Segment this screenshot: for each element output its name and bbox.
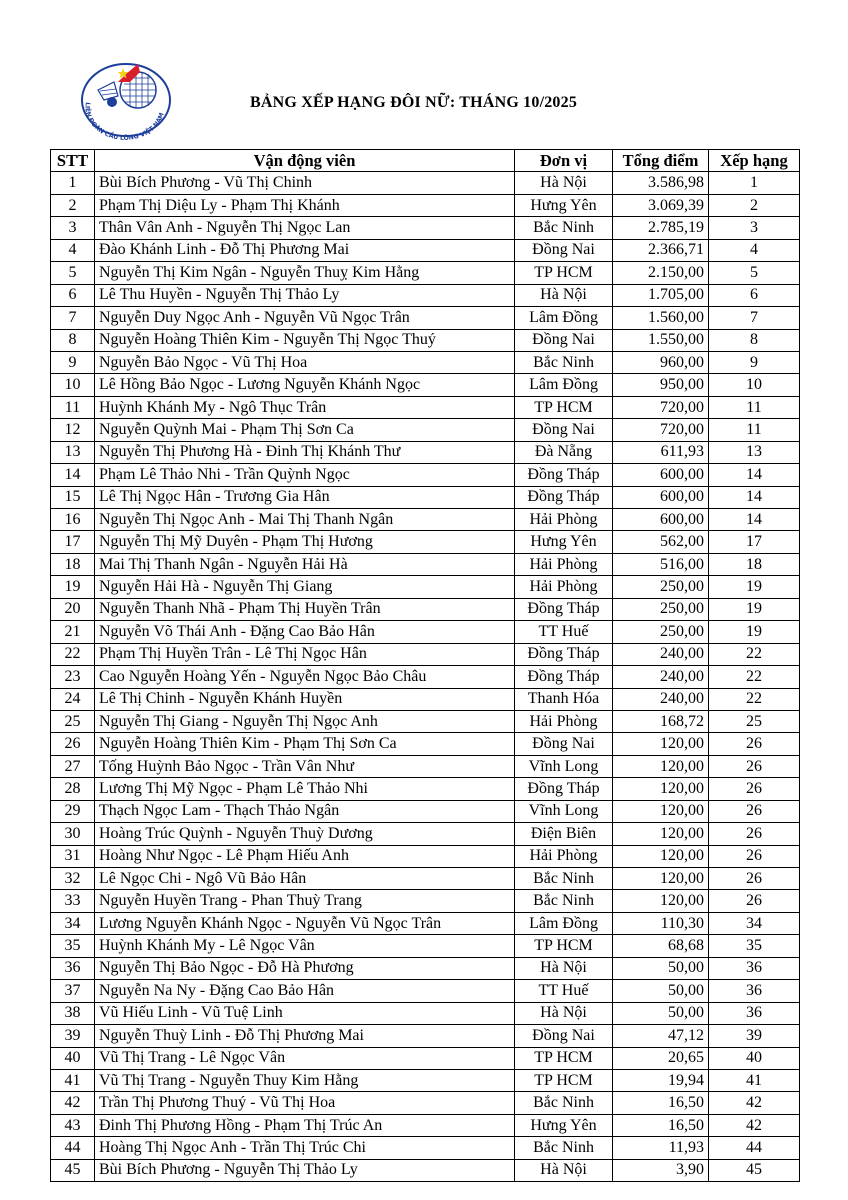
table-header-row: [51, 150, 800, 172]
cell-stt: 4: [51, 239, 95, 261]
cell-rank: 26: [709, 800, 800, 822]
cell-score: 11,93: [613, 1137, 709, 1159]
cell-score: 120,00: [613, 868, 709, 890]
cell-stt: 15: [51, 486, 95, 508]
cell-unit: Lâm Đồng: [515, 374, 613, 396]
cell-rank: 41: [709, 1069, 800, 1091]
cell-stt: 45: [51, 1159, 95, 1181]
cell-unit: Thanh Hóa: [515, 688, 613, 710]
cell-stt: 36: [51, 957, 95, 979]
cell-score: 240,00: [613, 643, 709, 665]
cell-name: Lê Thị Ngọc Hân - Trương Gia Hân: [95, 486, 515, 508]
cell-stt: 42: [51, 1092, 95, 1114]
table-row: [51, 800, 800, 822]
cell-name: Đinh Thị Phương Hồng - Phạm Thị Trúc An: [95, 1114, 515, 1136]
table-row: [51, 194, 800, 216]
cell-stt: 27: [51, 755, 95, 777]
cell-stt: 41: [51, 1069, 95, 1091]
cell-rank: 6: [709, 284, 800, 306]
table-row: [51, 957, 800, 979]
cell-unit: Đà Nẵng: [515, 441, 613, 463]
cell-rank: 42: [709, 1114, 800, 1136]
cell-score: 600,00: [613, 509, 709, 531]
cell-name: Phạm Lê Thảo Nhi - Trần Quỳnh Ngọc: [95, 464, 515, 486]
cell-name: Nguyễn Hải Hà - Nguyễn Thị Giang: [95, 576, 515, 598]
cell-name: Nguyễn Huyền Trang - Phan Thuỳ Trang: [95, 890, 515, 912]
cell-unit: TP HCM: [515, 1069, 613, 1091]
cell-stt: 11: [51, 396, 95, 418]
cell-name: Nguyễn Võ Thái Anh - Đặng Cao Bảo Hân: [95, 621, 515, 643]
cell-score: 120,00: [613, 845, 709, 867]
table-row: [51, 509, 800, 531]
table-row: [51, 419, 800, 441]
cell-name: Đào Khánh Linh - Đỗ Thị Phương Mai: [95, 239, 515, 261]
cell-name: Cao Nguyễn Hoàng Yến - Nguyễn Ngọc Bảo Châu: [95, 666, 515, 688]
cell-stt: 13: [51, 441, 95, 463]
cell-score: 950,00: [613, 374, 709, 396]
cell-score: 3.586,98: [613, 172, 709, 194]
cell-name: Vũ Hiếu Linh - Vũ Tuệ Linh: [95, 1002, 515, 1024]
cell-rank: 4: [709, 239, 800, 261]
cell-score: 1.560,00: [613, 307, 709, 329]
header-unit: Đơn vị: [515, 150, 613, 172]
cell-stt: 10: [51, 374, 95, 396]
cell-unit: Đồng Tháp: [515, 486, 613, 508]
cell-name: Huỳnh Khánh My - Lê Ngọc Vân: [95, 935, 515, 957]
cell-rank: 18: [709, 553, 800, 575]
cell-score: 1.705,00: [613, 284, 709, 306]
cell-unit: Hà Nội: [515, 172, 613, 194]
ranking-table: [50, 149, 800, 1182]
cell-unit: TP HCM: [515, 262, 613, 284]
cell-score: 16,50: [613, 1114, 709, 1136]
table-row: [51, 217, 800, 239]
table-row: [51, 980, 800, 1002]
cell-rank: 13: [709, 441, 800, 463]
header-total-score: Tổng điểm: [613, 150, 709, 172]
cell-rank: 26: [709, 733, 800, 755]
cell-score: 3.069,39: [613, 194, 709, 216]
cell-stt: 29: [51, 800, 95, 822]
table-row: [51, 262, 800, 284]
cell-name: Nguyễn Hoàng Thiên Kim - Nguyễn Thị Ngọc Thuý: [95, 329, 515, 351]
cell-score: 250,00: [613, 621, 709, 643]
table-row: [51, 441, 800, 463]
cell-stt: 44: [51, 1137, 95, 1159]
cell-name: Vũ Thị Trang - Nguyễn Thuy Kim Hằng: [95, 1069, 515, 1091]
cell-rank: 11: [709, 419, 800, 441]
cell-score: 19,94: [613, 1069, 709, 1091]
cell-stt: 18: [51, 553, 95, 575]
table-row: [51, 778, 800, 800]
cell-stt: 6: [51, 284, 95, 306]
cell-unit: Bắc Ninh: [515, 1092, 613, 1114]
table-row: [51, 643, 800, 665]
table-row: [51, 307, 800, 329]
cell-score: 600,00: [613, 486, 709, 508]
cell-name: Lê Ngọc Chi - Ngô Vũ Bảo Hân: [95, 868, 515, 890]
cell-stt: 38: [51, 1002, 95, 1024]
cell-name: Huỳnh Khánh My - Ngô Thục Trân: [95, 396, 515, 418]
cell-rank: 9: [709, 351, 800, 373]
cell-rank: 26: [709, 890, 800, 912]
cell-stt: 3: [51, 217, 95, 239]
cell-unit: Bắc Ninh: [515, 890, 613, 912]
cell-unit: Đồng Tháp: [515, 666, 613, 688]
cell-rank: 14: [709, 464, 800, 486]
cell-rank: 44: [709, 1137, 800, 1159]
table-body: [51, 172, 800, 1182]
cell-rank: 19: [709, 576, 800, 598]
cell-stt: 30: [51, 823, 95, 845]
table-row: [51, 935, 800, 957]
table-row: [51, 845, 800, 867]
cell-rank: 35: [709, 935, 800, 957]
cell-rank: 36: [709, 1002, 800, 1024]
cell-unit: TP HCM: [515, 1047, 613, 1069]
table-row: [51, 755, 800, 777]
table-row: [51, 868, 800, 890]
cell-score: 2.785,19: [613, 217, 709, 239]
cell-stt: 5: [51, 262, 95, 284]
cell-unit: Lâm Đồng: [515, 912, 613, 934]
cell-rank: 19: [709, 598, 800, 620]
cell-score: 240,00: [613, 666, 709, 688]
cell-name: Tống Huỳnh Bảo Ngọc - Trần Vân Như: [95, 755, 515, 777]
cell-unit: Hà Nội: [515, 1002, 613, 1024]
header-stt: STT: [51, 150, 95, 172]
cell-stt: 14: [51, 464, 95, 486]
cell-unit: Đồng Tháp: [515, 778, 613, 800]
cell-score: 720,00: [613, 419, 709, 441]
cell-rank: 7: [709, 307, 800, 329]
cell-name: Nguyễn Quỳnh Mai - Phạm Thị Sơn Ca: [95, 419, 515, 441]
cell-unit: Hà Nội: [515, 284, 613, 306]
cell-score: 562,00: [613, 531, 709, 553]
cell-score: 720,00: [613, 396, 709, 418]
cell-rank: 36: [709, 980, 800, 1002]
cell-unit: Vĩnh Long: [515, 800, 613, 822]
cell-stt: 16: [51, 509, 95, 531]
cell-rank: 11: [709, 396, 800, 418]
cell-score: 250,00: [613, 598, 709, 620]
cell-name: Thạch Ngọc Lam - Thạch Thảo Ngân: [95, 800, 515, 822]
page-title: BẢNG XẾP HẠNG ĐÔI NỮ: THÁNG 10/2025: [250, 94, 578, 111]
cell-unit: TP HCM: [515, 396, 613, 418]
cell-score: 960,00: [613, 351, 709, 373]
cell-rank: 26: [709, 868, 800, 890]
cell-score: 120,00: [613, 778, 709, 800]
table-row: [51, 576, 800, 598]
cell-name: Nguyễn Na Ny - Đặng Cao Bảo Hân: [95, 980, 515, 1002]
cell-unit: Đồng Tháp: [515, 598, 613, 620]
federation-logo: [74, 60, 174, 140]
cell-score: 110,30: [613, 912, 709, 934]
cell-unit: TP HCM: [515, 935, 613, 957]
cell-name: Nguyễn Thị Phương Hà - Đinh Thị Khánh Thư: [95, 441, 515, 463]
cell-unit: Đồng Nai: [515, 1025, 613, 1047]
cell-stt: 17: [51, 531, 95, 553]
cell-score: 50,00: [613, 1002, 709, 1024]
header-rank: Xếp hạng: [709, 150, 800, 172]
cell-unit: Hải Phòng: [515, 845, 613, 867]
table-row: [51, 1114, 800, 1136]
cell-rank: 22: [709, 643, 800, 665]
table-row: [51, 688, 800, 710]
cell-score: 50,00: [613, 980, 709, 1002]
cell-stt: 39: [51, 1025, 95, 1047]
cell-stt: 26: [51, 733, 95, 755]
cell-rank: 36: [709, 957, 800, 979]
cell-unit: Hưng Yên: [515, 194, 613, 216]
cell-stt: 43: [51, 1114, 95, 1136]
cell-name: Bùi Bích Phương - Vũ Thị Chinh: [95, 172, 515, 194]
cell-score: 250,00: [613, 576, 709, 598]
cell-rank: 2: [709, 194, 800, 216]
table-row: [51, 1002, 800, 1024]
cell-score: 68,68: [613, 935, 709, 957]
cell-unit: Đồng Nai: [515, 419, 613, 441]
cell-unit: Bắc Ninh: [515, 1137, 613, 1159]
cell-unit: Hải Phòng: [515, 553, 613, 575]
cell-name: Bùi Bích Phương - Nguyễn Thị Thảo Ly: [95, 1159, 515, 1181]
cell-name: Thân Vân Anh - Nguyễn Thị Ngọc Lan: [95, 217, 515, 239]
badminton-logo-icon: [74, 60, 174, 140]
cell-unit: Hưng Yên: [515, 531, 613, 553]
cell-stt: 31: [51, 845, 95, 867]
table-row: [51, 329, 800, 351]
table-row: [51, 1137, 800, 1159]
cell-stt: 7: [51, 307, 95, 329]
cell-rank: 40: [709, 1047, 800, 1069]
cell-rank: 10: [709, 374, 800, 396]
cell-rank: 8: [709, 329, 800, 351]
table-row: [51, 710, 800, 732]
cell-rank: 22: [709, 688, 800, 710]
cell-rank: 14: [709, 509, 800, 531]
cell-score: 120,00: [613, 733, 709, 755]
cell-name: Lương Nguyễn Khánh Ngọc - Nguyễn Vũ Ngọc Trân: [95, 912, 515, 934]
cell-unit: Bắc Ninh: [515, 351, 613, 373]
cell-stt: 8: [51, 329, 95, 351]
cell-score: 120,00: [613, 755, 709, 777]
table-row: [51, 284, 800, 306]
cell-stt: 32: [51, 868, 95, 890]
cell-unit: Điện Biên: [515, 823, 613, 845]
table-row: [51, 890, 800, 912]
cell-stt: 19: [51, 576, 95, 598]
cell-score: 20,65: [613, 1047, 709, 1069]
cell-stt: 34: [51, 912, 95, 934]
table-row: [51, 1069, 800, 1091]
cell-name: Nguyễn Bảo Ngọc - Vũ Thị Hoa: [95, 351, 515, 373]
table-row: [51, 1159, 800, 1181]
cell-score: 2.366,71: [613, 239, 709, 261]
cell-name: Hoàng Thị Ngọc Anh - Trần Thị Trúc Chi: [95, 1137, 515, 1159]
cell-unit: Hưng Yên: [515, 1114, 613, 1136]
cell-score: 516,00: [613, 553, 709, 575]
cell-rank: 45: [709, 1159, 800, 1181]
cell-unit: Bắc Ninh: [515, 217, 613, 239]
table-row: [51, 912, 800, 934]
cell-rank: 26: [709, 845, 800, 867]
cell-stt: 12: [51, 419, 95, 441]
cell-rank: 42: [709, 1092, 800, 1114]
cell-name: Nguyễn Thị Kim Ngân - Nguyễn Thuỵ Kim Hằng: [95, 262, 515, 284]
cell-rank: 39: [709, 1025, 800, 1047]
cell-rank: 1: [709, 172, 800, 194]
cell-stt: 9: [51, 351, 95, 373]
cell-unit: Vĩnh Long: [515, 755, 613, 777]
cell-name: Lê Thu Huyền - Nguyễn Thị Thảo Ly: [95, 284, 515, 306]
cell-stt: 1: [51, 172, 95, 194]
cell-unit: TT Huế: [515, 980, 613, 1002]
table-row: [51, 351, 800, 373]
cell-name: Nguyễn Thuỳ Linh - Đỗ Thị Phương Mai: [95, 1025, 515, 1047]
cell-unit: Hải Phòng: [515, 509, 613, 531]
table-row: [51, 396, 800, 418]
cell-rank: 3: [709, 217, 800, 239]
cell-name: Nguyễn Duy Ngọc Anh - Nguyễn Vũ Ngọc Trân: [95, 307, 515, 329]
table-row: [51, 1025, 800, 1047]
table-row: [51, 172, 800, 194]
cell-rank: 22: [709, 666, 800, 688]
cell-score: 611,93: [613, 441, 709, 463]
cell-score: 120,00: [613, 800, 709, 822]
cell-stt: 33: [51, 890, 95, 912]
cell-stt: 21: [51, 621, 95, 643]
logo-arc-text: LIÊN ĐOÀN CẦU LÔNG VIỆT NAM: [83, 101, 166, 140]
cell-stt: 2: [51, 194, 95, 216]
cell-unit: Lâm Đồng: [515, 307, 613, 329]
cell-rank: 26: [709, 755, 800, 777]
cell-score: 120,00: [613, 890, 709, 912]
cell-name: Lương Thị Mỹ Ngọc - Phạm Lê Thảo Nhi: [95, 778, 515, 800]
table-row: [51, 1047, 800, 1069]
cell-name: Hoàng Trúc Quỳnh - Nguyễn Thuỳ Dương: [95, 823, 515, 845]
cell-rank: 26: [709, 778, 800, 800]
cell-rank: 26: [709, 823, 800, 845]
table-row: [51, 1092, 800, 1114]
cell-unit: Hà Nội: [515, 957, 613, 979]
cell-name: Nguyễn Thanh Nhã - Phạm Thị Huyền Trân: [95, 598, 515, 620]
table-row: [51, 598, 800, 620]
cell-score: 120,00: [613, 823, 709, 845]
cell-rank: 34: [709, 912, 800, 934]
cell-score: 600,00: [613, 464, 709, 486]
cell-rank: 17: [709, 531, 800, 553]
table-row: [51, 666, 800, 688]
cell-score: 2.150,00: [613, 262, 709, 284]
cell-stt: 25: [51, 710, 95, 732]
cell-score: 168,72: [613, 710, 709, 732]
cell-stt: 37: [51, 980, 95, 1002]
cell-name: Mai Thị Thanh Ngân - Nguyễn Hải Hà: [95, 553, 515, 575]
cell-rank: 14: [709, 486, 800, 508]
cell-stt: 24: [51, 688, 95, 710]
cell-score: 47,12: [613, 1025, 709, 1047]
cell-name: Vũ Thị Trang - Lê Ngọc Vân: [95, 1047, 515, 1069]
cell-unit: Đồng Nai: [515, 733, 613, 755]
cell-unit: Đồng Nai: [515, 329, 613, 351]
table-row: [51, 374, 800, 396]
cell-rank: 5: [709, 262, 800, 284]
cell-name: Nguyễn Thị Giang - Nguyễn Thị Ngọc Anh: [95, 710, 515, 732]
cell-stt: 23: [51, 666, 95, 688]
cell-name: Trần Thị Phương Thuý - Vũ Thị Hoa: [95, 1092, 515, 1114]
table-row: [51, 621, 800, 643]
cell-name: Lê Thị Chinh - Nguyễn Khánh Huyền: [95, 688, 515, 710]
table-row: [51, 823, 800, 845]
cell-score: 50,00: [613, 957, 709, 979]
table-row: [51, 531, 800, 553]
cell-name: Hoàng Như Ngọc - Lê Phạm Hiếu Anh: [95, 845, 515, 867]
cell-unit: Hải Phòng: [515, 710, 613, 732]
cell-name: Nguyễn Thị Bảo Ngọc - Đỗ Hà Phương: [95, 957, 515, 979]
cell-stt: 28: [51, 778, 95, 800]
header-athletes: Vận động viên: [95, 150, 515, 172]
cell-stt: 20: [51, 598, 95, 620]
cell-score: 16,50: [613, 1092, 709, 1114]
cell-score: 240,00: [613, 688, 709, 710]
cell-name: Nguyễn Thị Mỹ Duyên - Phạm Thị Hương: [95, 531, 515, 553]
table-row: [51, 486, 800, 508]
cell-score: 1.550,00: [613, 329, 709, 351]
cell-unit: Đồng Tháp: [515, 643, 613, 665]
table-row: [51, 239, 800, 261]
cell-rank: 25: [709, 710, 800, 732]
cell-unit: Đồng Nai: [515, 239, 613, 261]
cell-name: Phạm Thị Huyền Trân - Lê Thị Ngọc Hân: [95, 643, 515, 665]
cell-rank: 19: [709, 621, 800, 643]
cell-unit: Hải Phòng: [515, 576, 613, 598]
table-row: [51, 464, 800, 486]
cell-score: 3,90: [613, 1159, 709, 1181]
cell-unit: Hà Nội: [515, 1159, 613, 1181]
cell-unit: TT Huế: [515, 621, 613, 643]
table-row: [51, 733, 800, 755]
cell-stt: 22: [51, 643, 95, 665]
cell-unit: Đồng Tháp: [515, 464, 613, 486]
cell-name: Nguyễn Thị Ngọc Anh - Mai Thị Thanh Ngân: [95, 509, 515, 531]
table-row: [51, 553, 800, 575]
cell-stt: 40: [51, 1047, 95, 1069]
cell-name: Phạm Thị Diệu Ly - Phạm Thị Khánh: [95, 194, 515, 216]
cell-name: Nguyễn Hoàng Thiên Kim - Phạm Thị Sơn Ca: [95, 733, 515, 755]
cell-unit: Bắc Ninh: [515, 868, 613, 890]
cell-stt: 35: [51, 935, 95, 957]
cell-name: Lê Hồng Bảo Ngọc - Lương Nguyễn Khánh Ngọc: [95, 374, 515, 396]
